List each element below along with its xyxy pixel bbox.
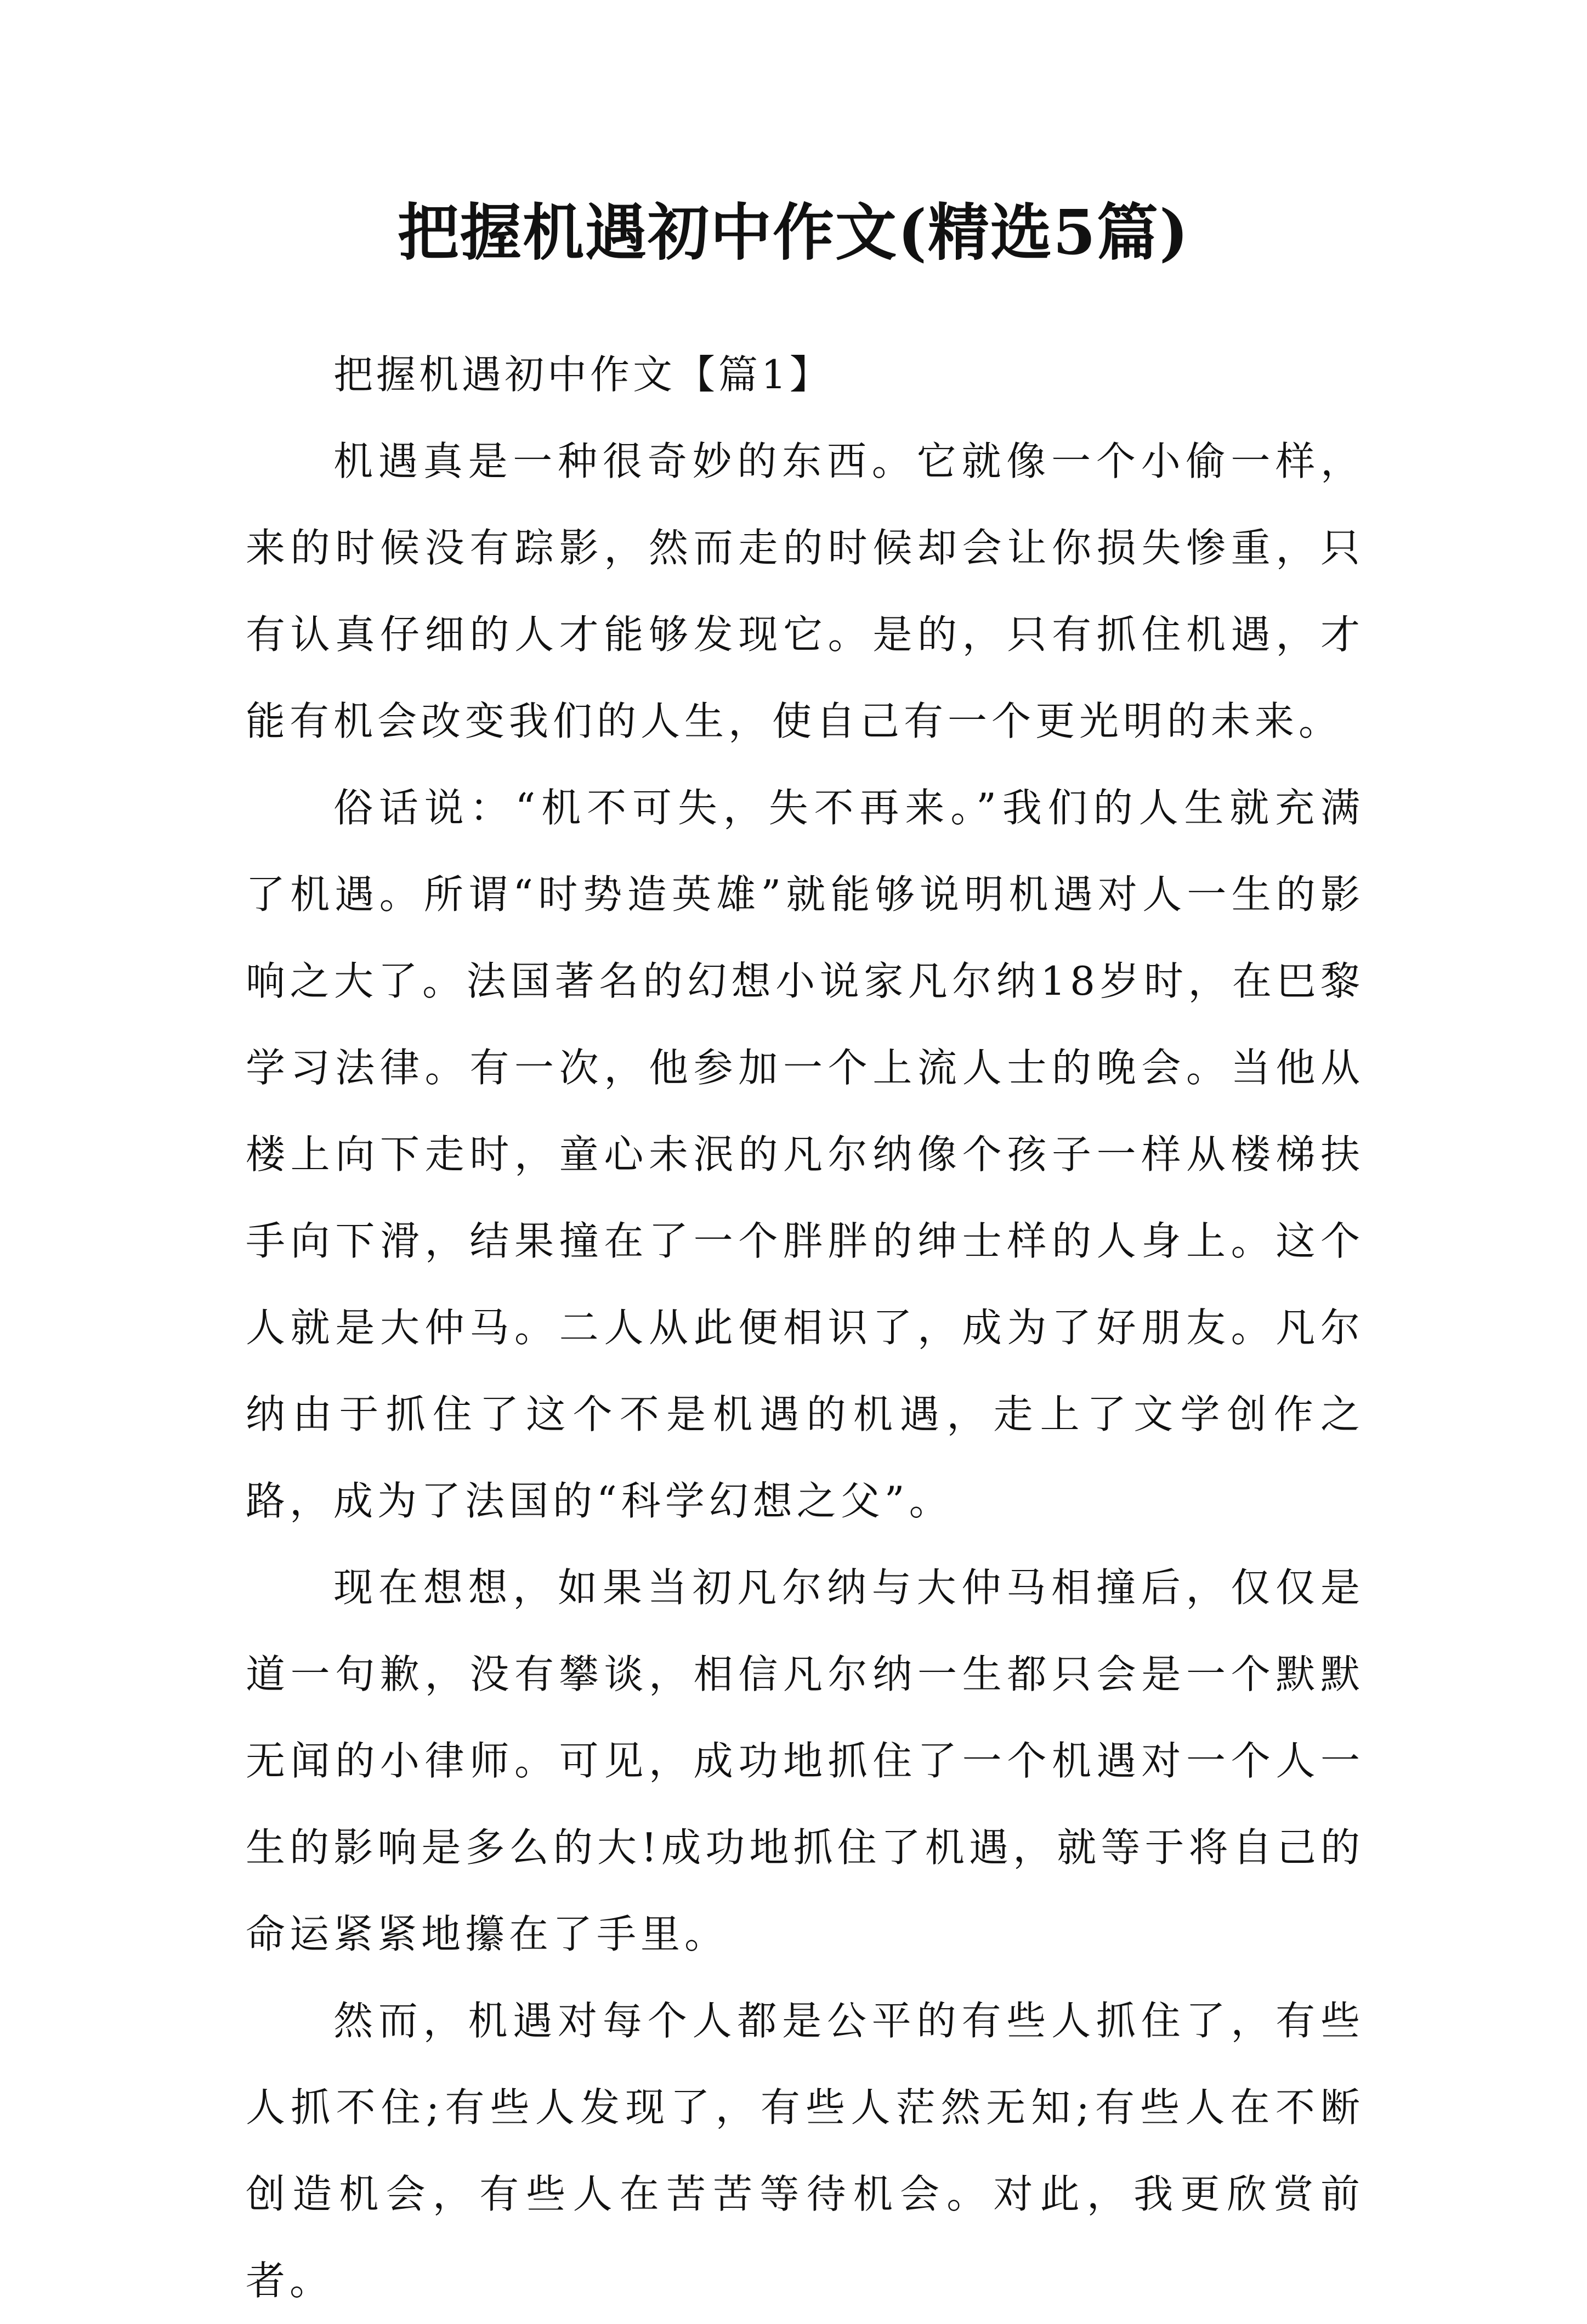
paragraph-1: 机遇真是一种很奇妙的东西。它就像一个小偷一样，来的时候没有踪影，然而走的时候却会让你损失惨重，只有认真仔细的人才能够发现它。是的，只有抓住机遇，才能有机会改变我们的人生，使自己有一个更光明的未来。	[246, 438, 1364, 744]
paragraph-4: 然而，机遇对每个人都是公平的有些人抓住了，有些人抓不住;有些人发现了，有些人茫然无知;有些人在不断创造机会，有些人在苦苦等待机会。对此，我更欣赏前者。	[246, 1998, 1364, 2304]
paragraph-2: 俗话说：“机不可失，失不再来。”我们的人生就充满了机遇。所谓“时势造英雄”就能够说明机遇对人一生的影响之大了。法国著名的幻想小说家凡尔纳18岁时，在巴黎学习法律。有一次，他参加一个上流人士的晚会。当他从楼上向下走时，童心未泯的凡尔纳像个孩子一样从楼梯扶手向下滑，结果撞在了一个胖胖的绅士样的人身上。这个人就是大仲马。二人从此便相识了，成为了好朋友。凡尔纳由于抓住了这个不是机遇的机遇，走上了文学创作之路，成为了法国的“科学幻想之父”。	[246, 785, 1364, 1524]
document-body	[246, 331, 1364, 2324]
paragraph-3: 现在想想，如果当初凡尔纳与大仲马相撞后，仅仅是道一句歉，没有攀谈，相信凡尔纳一生都只会是一个默默无闻的小律师。可见，成功地抓住了一个机遇对一个人一生的影响是多么的大!成功地抓住了机遇，就等于将自己的命运紧紧地攥在了手里。	[246, 1565, 1364, 1957]
section-heading: 把握机遇初中作文【篇1】	[333, 352, 832, 398]
document-title: 把握机遇初中作文(精选5篇)	[398, 197, 1189, 269]
